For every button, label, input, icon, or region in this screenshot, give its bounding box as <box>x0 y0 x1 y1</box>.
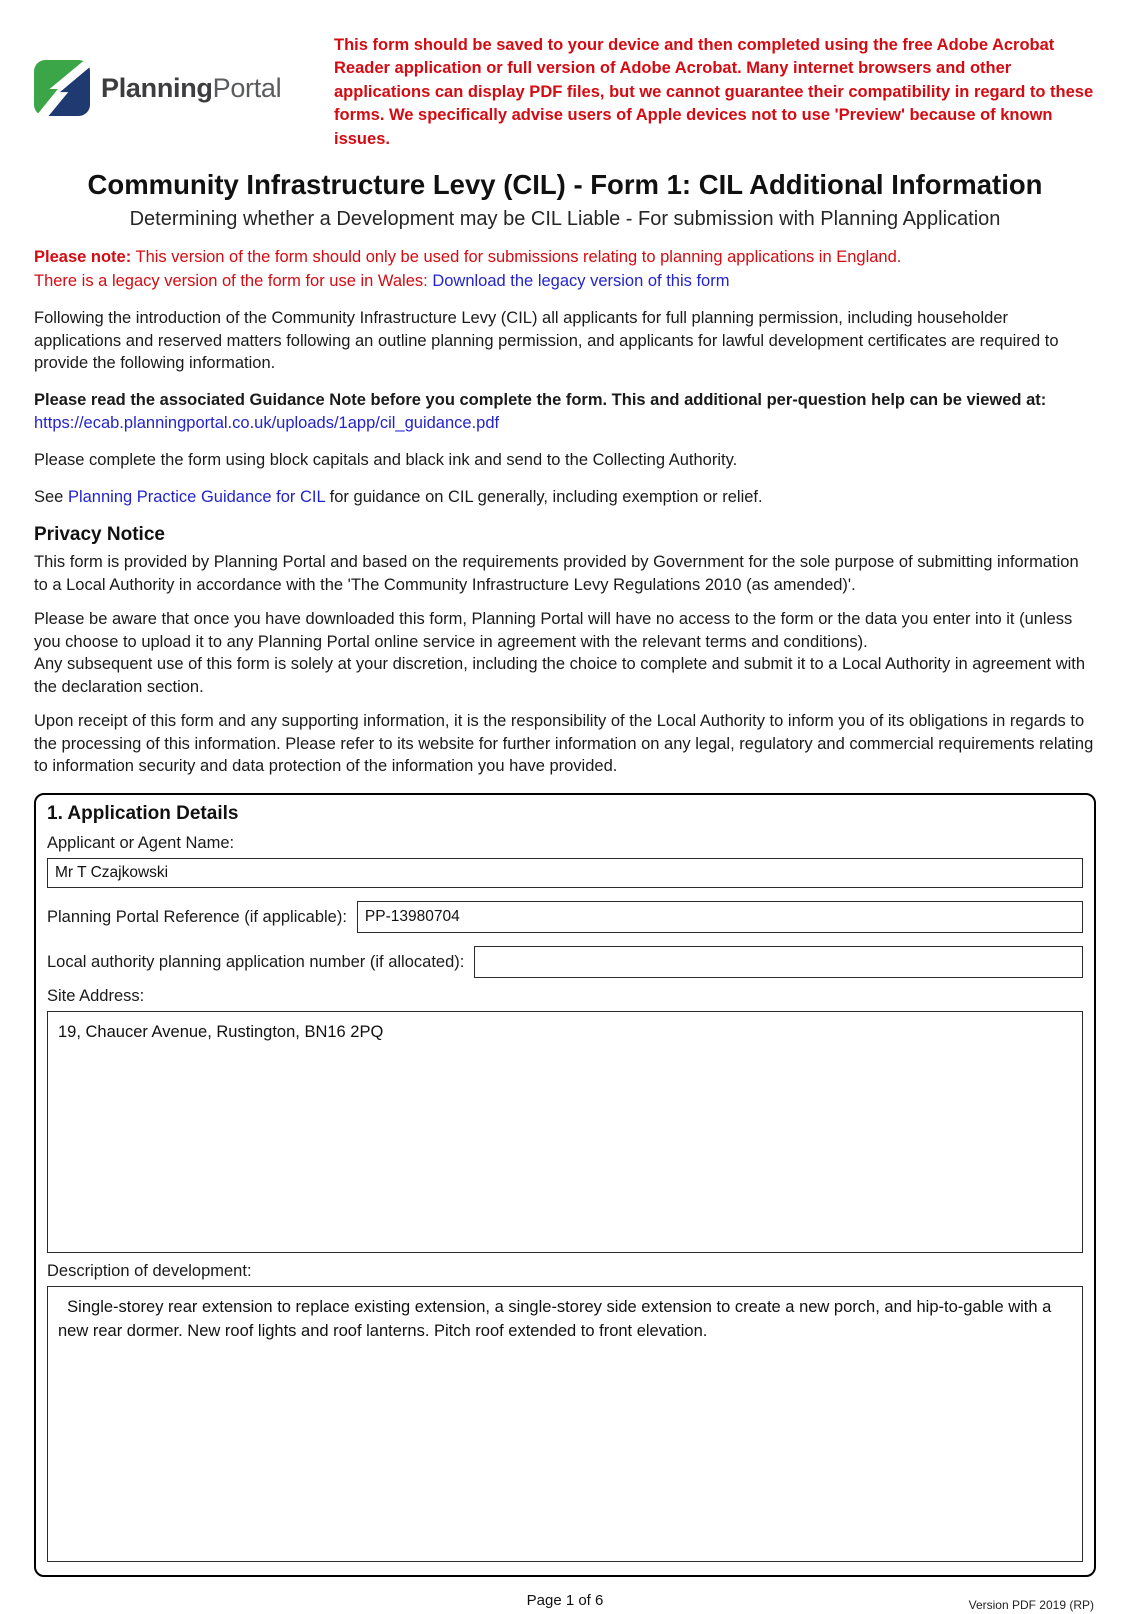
site-address-textarea[interactable] <box>47 1011 1083 1253</box>
applicant-name-label: Applicant or Agent Name: <box>47 834 235 853</box>
privacy-paragraph-2 <box>34 608 1096 699</box>
page-number: Page 1 of 6 <box>526 1592 604 1610</box>
privacy-paragraph-2a: Please be aware that once you have downloaded this form, Planning Portal will have no access to the form or the data you enter into it (unless you choose to upload it to any Planning Portal online service in agreement with the relevant terms and conditions). <box>34 609 1073 651</box>
planning-practice-guidance-link[interactable]: Planning Practice Guidance for CIL <box>67 487 326 506</box>
guidance-note-text: Please read the associated Guidance Note before you complete the form. This and additional per-question help can be viewed at: <box>34 391 1047 410</box>
block-capitals-instruction: Please complete the form using block capitals and black ink and send to the Collecting Authority. <box>34 450 738 469</box>
description-of-development-label: Description of development: <box>47 1262 252 1281</box>
description-of-development-textarea[interactable] <box>47 1286 1083 1562</box>
privacy-paragraph-2b: Any subsequent use of this form is solely at your discretion, including the choice to complete and submit it to a Local Authority in agreement with the declaration section. <box>34 655 1086 697</box>
cil-guidance-pdf-link[interactable]: https://ecab.planningportal.co.uk/uploads/1app/cil_guidance.pdf <box>34 414 500 433</box>
note-line2-text: There is a legacy version of the form for use in Wales: <box>34 271 428 290</box>
england-version-note <box>34 246 1096 293</box>
note-line-1 <box>34 246 1096 269</box>
see-suffix: for guidance on CIL generally, including exemption or relief. <box>329 487 763 506</box>
description-of-development-field <box>47 1262 1083 1562</box>
note-line1-text: This version of the form should only be used for submissions relating to planning applications in England. <box>135 248 902 267</box>
please-note-label: Please note: <box>34 248 132 267</box>
pp-reference-label: Planning Portal Reference (if applicable): <box>47 907 347 926</box>
planning-portal-logo <box>34 60 290 116</box>
pp-reference-field <box>47 901 1083 933</box>
section-application-details <box>34 793 1096 1577</box>
logo-text-portal: Portal <box>212 72 282 103</box>
la-application-number-input[interactable] <box>474 946 1083 978</box>
privacy-notice-heading: Privacy Notice <box>34 524 165 546</box>
guidance-note-paragraph <box>34 389 1096 435</box>
privacy-paragraph-3: Upon receipt of this form and any supporting information, it is the responsibility of the Local Authority to inform you of its obligations in regards to the processing of this information. Please refer to its website for further information on any legal, regulatory and commercial requirements relating to information security and data protection of the information you have provided. <box>34 711 1094 776</box>
see-guidance-line <box>34 486 1096 509</box>
planning-portal-logo-icon <box>34 60 90 116</box>
site-address-field <box>47 987 1083 1253</box>
form-subtitle: Determining whether a Development may be CIL Liable - For submission with Planning Application <box>129 208 1001 231</box>
legacy-form-download-link[interactable]: Download the legacy version of this form <box>432 271 730 290</box>
adobe-acrobat-warning: This form should be saved to your device and then completed using the free Adobe Acrobat Reader application or full version of Adobe Acrobat. Many internet browsers and other applications can display PDF files, but we cannot guarantee their compatibility in regard to these forms. We specifically advise users of Apple devices not to use 'Preview' because of known issues. <box>334 36 1094 148</box>
note-line-2 <box>34 270 1096 293</box>
la-application-number-label: Local authority planning application number (if allocated): <box>47 952 465 971</box>
applicant-name-input[interactable] <box>47 858 1083 888</box>
la-application-number-field <box>47 946 1083 978</box>
cil-intro-paragraph: Following the introduction of the Community Infrastructure Levy (CIL) all applicants for full planning permission, including householder applications and reserved matters following an outline planning permission, and applicants for lawful development certificates are required to provide the following information. <box>34 308 1059 373</box>
site-address-label: Site Address: <box>47 987 145 1006</box>
page-footer <box>34 1592 1096 1614</box>
version-label: Version PDF 2019 (RP) <box>968 1598 1094 1613</box>
page-header <box>34 34 1096 151</box>
privacy-paragraph-1: This form is provided by Planning Portal and based on the requirements provided by Government for the sole purpose of submitting information to a Local Authority in accordance with the 'The Community Infrastructure Levy Regulations 2010 (as amended)'. <box>34 553 1079 595</box>
see-prefix: See <box>34 487 64 506</box>
logo-wordmark <box>101 73 281 104</box>
form-title: Community Infrastructure Levy (CIL) - Form 1: CIL Additional Information <box>87 169 1043 201</box>
logo-text-planning: Planning <box>101 72 213 103</box>
pp-reference-input[interactable] <box>357 901 1083 933</box>
application-details-title: 1. Application Details <box>47 803 239 825</box>
applicant-name-field <box>47 834 1083 888</box>
